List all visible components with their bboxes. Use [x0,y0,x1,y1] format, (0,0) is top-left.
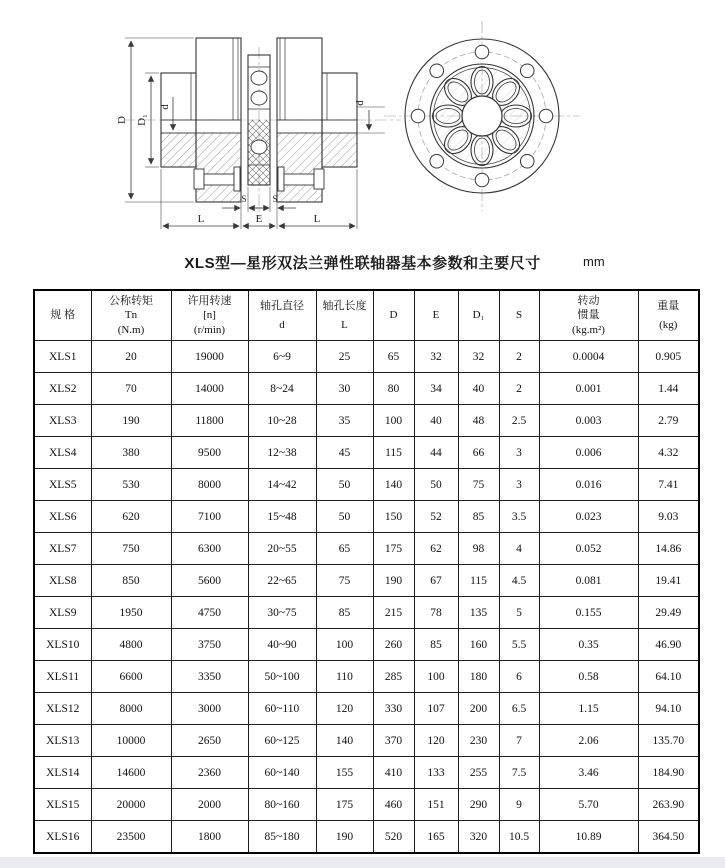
cell: 175 [373,533,414,565]
cell: 2650 [171,725,248,757]
cell: 23500 [91,821,171,854]
cell: 850 [91,565,171,597]
cell: 6~9 [248,341,316,373]
cell: 3.46 [539,757,638,789]
cell: 29.49 [638,597,699,629]
column-header-torque: 公称转矩 Tn (N.m) [91,290,171,341]
cell: 0.0004 [539,341,638,373]
cell: 7.5 [499,757,539,789]
cell: 52 [414,501,458,533]
cell: 14000 [171,373,248,405]
cell: 2 [499,373,539,405]
cell: XLS16 [34,821,91,854]
cell: 263.90 [638,789,699,821]
cell: 20~55 [248,533,316,565]
cell: 6600 [91,661,171,693]
cell: 30 [316,373,373,405]
cell: 364.50 [638,821,699,854]
cell: 50 [316,501,373,533]
cell: 75 [316,565,373,597]
cell: 48 [458,405,499,437]
cell: 40 [414,405,458,437]
cell: 65 [316,533,373,565]
cell: 9 [499,789,539,821]
cell: 0.58 [539,661,638,693]
cell: 44 [414,437,458,469]
cell: 1800 [171,821,248,854]
cell: 0.016 [539,469,638,501]
table-row [34,789,699,821]
cell: 285 [373,661,414,693]
cell: 20000 [91,789,171,821]
unit-label: mm [583,254,605,269]
dim-label-S-right: S [272,194,278,204]
spec-table-grid [33,289,700,854]
coupling-front-view [382,16,582,216]
table-row [34,757,699,789]
cell: 32 [458,341,499,373]
column-header-spec: 规 格 [34,290,91,341]
column-header-bore-l: 轴孔长度 L [316,290,373,341]
cell: 2.79 [638,405,699,437]
center-bore-circle [462,96,502,136]
column-header-dim-D: D [373,290,414,341]
cell: 150 [373,501,414,533]
cell: 85 [316,597,373,629]
cell: 8000 [91,693,171,725]
cell: XLS11 [34,661,91,693]
cell: XLS4 [34,437,91,469]
cell: 1950 [91,597,171,629]
table-row [34,373,699,405]
table-row [34,821,699,854]
dim-label-E: E [255,213,263,225]
cell: 115 [373,437,414,469]
table-row [34,693,699,725]
cell: XLS6 [34,501,91,533]
table-row [34,565,699,597]
cell: 14600 [91,757,171,789]
cell: 4 [499,533,539,565]
cell: 107 [414,693,458,725]
cell: 2.5 [499,405,539,437]
cell: 2360 [171,757,248,789]
cell: 40 [458,373,499,405]
column-header-dim-D1: D₁ [458,290,499,341]
cell: 190 [91,405,171,437]
cell: 190 [316,821,373,854]
page-bottom-strip [0,857,725,868]
column-header-bore-d: 轴孔直径 d [248,290,316,341]
cell: 9.03 [638,501,699,533]
cell: 2000 [171,789,248,821]
cell: 14.86 [638,533,699,565]
table-row [34,437,699,469]
cell: 15~48 [248,501,316,533]
cell: 120 [316,693,373,725]
cell: 460 [373,789,414,821]
cell: 85~180 [248,821,316,854]
cell: 0.003 [539,405,638,437]
cell: 8000 [171,469,248,501]
cell: 10.5 [499,821,539,854]
table-row [34,725,699,757]
cell: 330 [373,693,414,725]
cell: 60~110 [248,693,316,725]
cell: 5600 [171,565,248,597]
cell: 20 [91,341,171,373]
cell: 140 [316,725,373,757]
cell: 40~90 [248,629,316,661]
cell: 151 [414,789,458,821]
cell: 3750 [171,629,248,661]
cell: 80 [373,373,414,405]
cell: XLS10 [34,629,91,661]
cell: XLS2 [34,373,91,405]
cell: 215 [373,597,414,629]
cell: 7100 [171,501,248,533]
cell: 0.155 [539,597,638,629]
table-row [34,405,699,437]
table-row [34,597,699,629]
cell: 3000 [171,693,248,725]
cell: 85 [458,501,499,533]
cell: 65 [373,341,414,373]
cell: 1.44 [638,373,699,405]
cell: 200 [458,693,499,725]
cell: 50 [414,469,458,501]
cell: XLS1 [34,341,91,373]
cell: 160 [458,629,499,661]
cell: 94.10 [638,693,699,725]
cell: 11800 [171,405,248,437]
cell: 78 [414,597,458,629]
column-header-inertia: 转动 惯量 (kg.m²) [539,290,638,341]
cell: 45 [316,437,373,469]
cell: 0.905 [638,341,699,373]
cell: 184.90 [638,757,699,789]
cell: 46.90 [638,629,699,661]
spec-table [33,289,700,854]
table-row [34,469,699,501]
table-row [34,629,699,661]
cell: 50 [316,469,373,501]
cell: 3 [499,437,539,469]
cell: 14~42 [248,469,316,501]
cell: 32 [414,341,458,373]
table-row [34,341,699,373]
cell: 135.70 [638,725,699,757]
cell: 30~75 [248,597,316,629]
cell: 165 [414,821,458,854]
cell: 4800 [91,629,171,661]
cell: 6 [499,661,539,693]
cell: 85 [414,629,458,661]
page-title: XLS型—星形双法兰弹性联轴器基本参数和主要尺寸 [184,255,541,272]
cell: 230 [458,725,499,757]
cell: 34 [414,373,458,405]
cell: 7 [499,725,539,757]
cell: XLS15 [34,789,91,821]
cell: 1.15 [539,693,638,725]
cell: 64.10 [638,661,699,693]
header-row [34,290,699,341]
dim-label-L-right: L [313,213,321,225]
cell: 70 [91,373,171,405]
cell: 0.081 [539,565,638,597]
cell: 5.5 [499,629,539,661]
cell: 60~125 [248,725,316,757]
cell: 380 [91,437,171,469]
dim-label-L-left: L [197,213,205,225]
coupling-section-view [95,5,415,245]
cell: 5 [499,597,539,629]
cell: XLS12 [34,693,91,725]
dim-label-d-right: d [354,100,366,106]
cell: 3.5 [499,501,539,533]
cell: XLS14 [34,757,91,789]
cell: 4750 [171,597,248,629]
cell: 530 [91,469,171,501]
cell: 80~160 [248,789,316,821]
cell: 7.41 [638,469,699,501]
cell: 370 [373,725,414,757]
cell: 66 [458,437,499,469]
cell: 410 [373,757,414,789]
title-row [0,252,725,276]
table-row [34,501,699,533]
cell: 0.023 [539,501,638,533]
cell: 0.001 [539,373,638,405]
cell: 290 [458,789,499,821]
cell: 0.35 [539,629,638,661]
cell: 133 [414,757,458,789]
cell: 255 [458,757,499,789]
cell: 8~24 [248,373,316,405]
cell: 10.89 [539,821,638,854]
cell: 620 [91,501,171,533]
cell: 520 [373,821,414,854]
cell: 10~28 [248,405,316,437]
cell: 4.32 [638,437,699,469]
cell: 62 [414,533,458,565]
cell: 75 [458,469,499,501]
cell: 320 [458,821,499,854]
cell: XLS3 [34,405,91,437]
cell: 155 [316,757,373,789]
cell: 19.41 [638,565,699,597]
cell: 175 [316,789,373,821]
cell: 115 [458,565,499,597]
cell: 3 [499,469,539,501]
dim-label-D1: D₁ [136,114,148,126]
cell: 100 [373,405,414,437]
cell: 35 [316,405,373,437]
cell: 98 [458,533,499,565]
cell: 140 [373,469,414,501]
column-header-speed: 许用转速 [n] (r/min) [171,290,248,341]
cell: 750 [91,533,171,565]
cell: 110 [316,661,373,693]
cell: 67 [414,565,458,597]
cell: 135 [458,597,499,629]
cell: XLS7 [34,533,91,565]
cell: XLS13 [34,725,91,757]
cell: 9500 [171,437,248,469]
cell: 50~100 [248,661,316,693]
dim-label-d-left: d [159,104,171,110]
cell: 3350 [171,661,248,693]
cell: 5.70 [539,789,638,821]
column-header-dim-S: S [499,290,539,341]
cell: 100 [414,661,458,693]
cell: 120 [414,725,458,757]
cell: 12~38 [248,437,316,469]
cell: 22~65 [248,565,316,597]
cell: 19000 [171,341,248,373]
dim-label-S-left: S [241,194,247,204]
cell: XLS9 [34,597,91,629]
cell: 0.006 [539,437,638,469]
cell: 25 [316,341,373,373]
cell: 0.052 [539,533,638,565]
cell: 260 [373,629,414,661]
cell: 4.5 [499,565,539,597]
table-row [34,661,699,693]
cell: 6300 [171,533,248,565]
cell: 100 [316,629,373,661]
cell: XLS5 [34,469,91,501]
cell: 10000 [91,725,171,757]
cell: 2 [499,341,539,373]
cell: 6.5 [499,693,539,725]
cell: 2.06 [539,725,638,757]
column-header-weight: 重量 (kg) [638,290,699,341]
cell: XLS8 [34,565,91,597]
table-row [34,533,699,565]
cell: 190 [373,565,414,597]
dim-label-D: D [116,116,128,124]
cell: 60~140 [248,757,316,789]
column-header-dim-E: E [414,290,458,341]
cell: 180 [458,661,499,693]
